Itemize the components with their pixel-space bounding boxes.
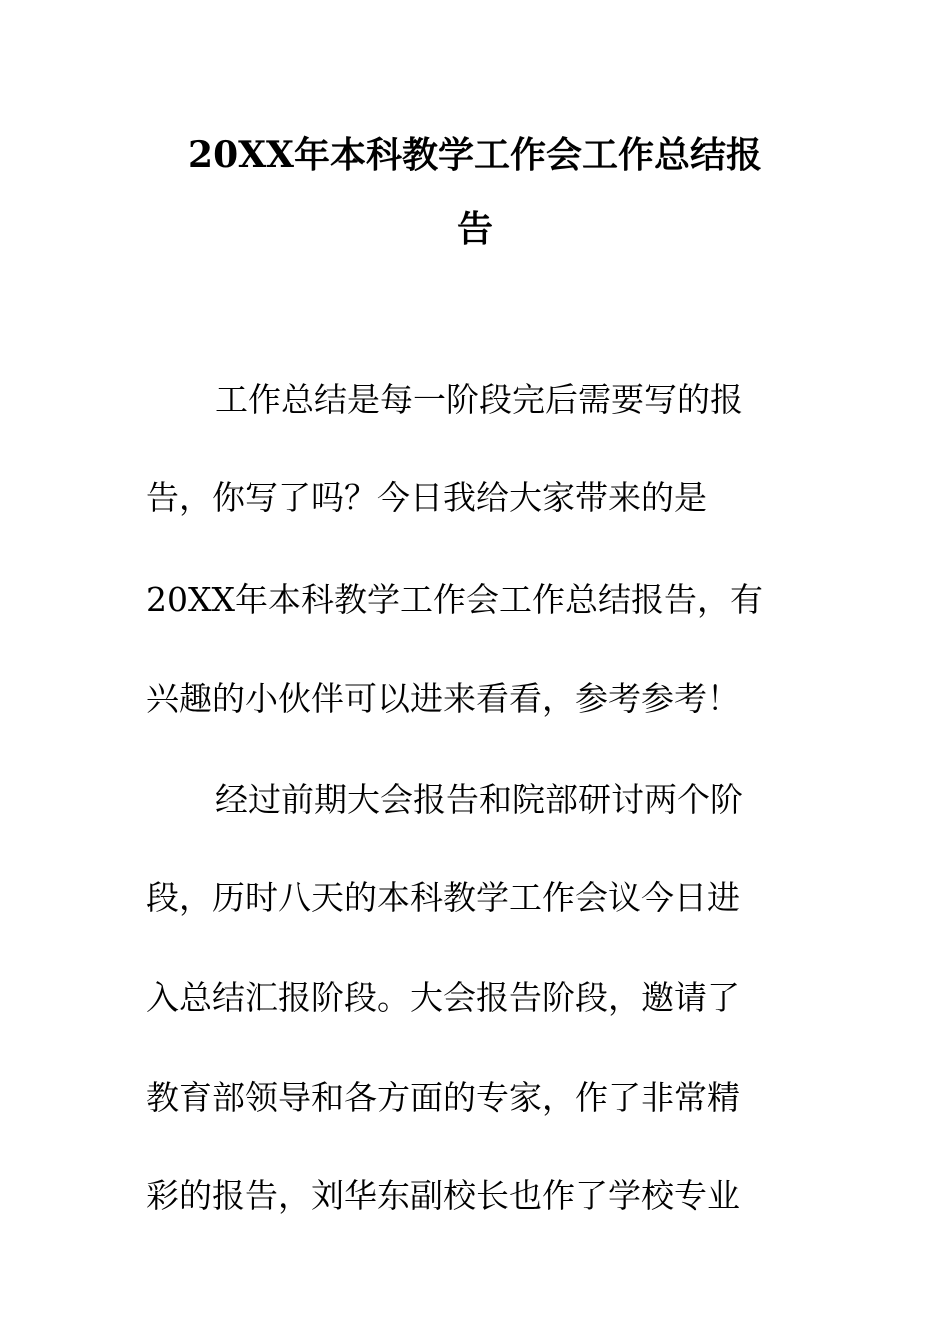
body-text-line: 经过前期大会报告和院部研讨两个阶 [215, 780, 743, 819]
body-text-line: 彩的报告，刘华东副校长也作了学校专业 [146, 1176, 740, 1215]
document-title-line-2: 告 [456, 208, 493, 250]
body-text-line: 20XX年本科教学工作会工作总结报告，有 [146, 580, 763, 619]
document-title-line-1: 20XX年本科教学工作会工作总结报 [188, 134, 762, 176]
body-text-line: 兴趣的小伙伴可以进来看看，参考参考！ [146, 679, 740, 718]
body-text-line: 工作总结是每一阶段完后需要写的报 [215, 380, 743, 419]
body-text-line: 段，历时八天的本科教学工作会议今日进 [146, 878, 740, 917]
body-text-line: 教育部领导和各方面的专家，作了非常精 [146, 1078, 740, 1117]
body-text-line: 入总结汇报阶段。大会报告阶段，邀请了 [146, 978, 740, 1017]
body-text-line: 告，你写了吗？今日我给大家带来的是 [146, 478, 707, 517]
